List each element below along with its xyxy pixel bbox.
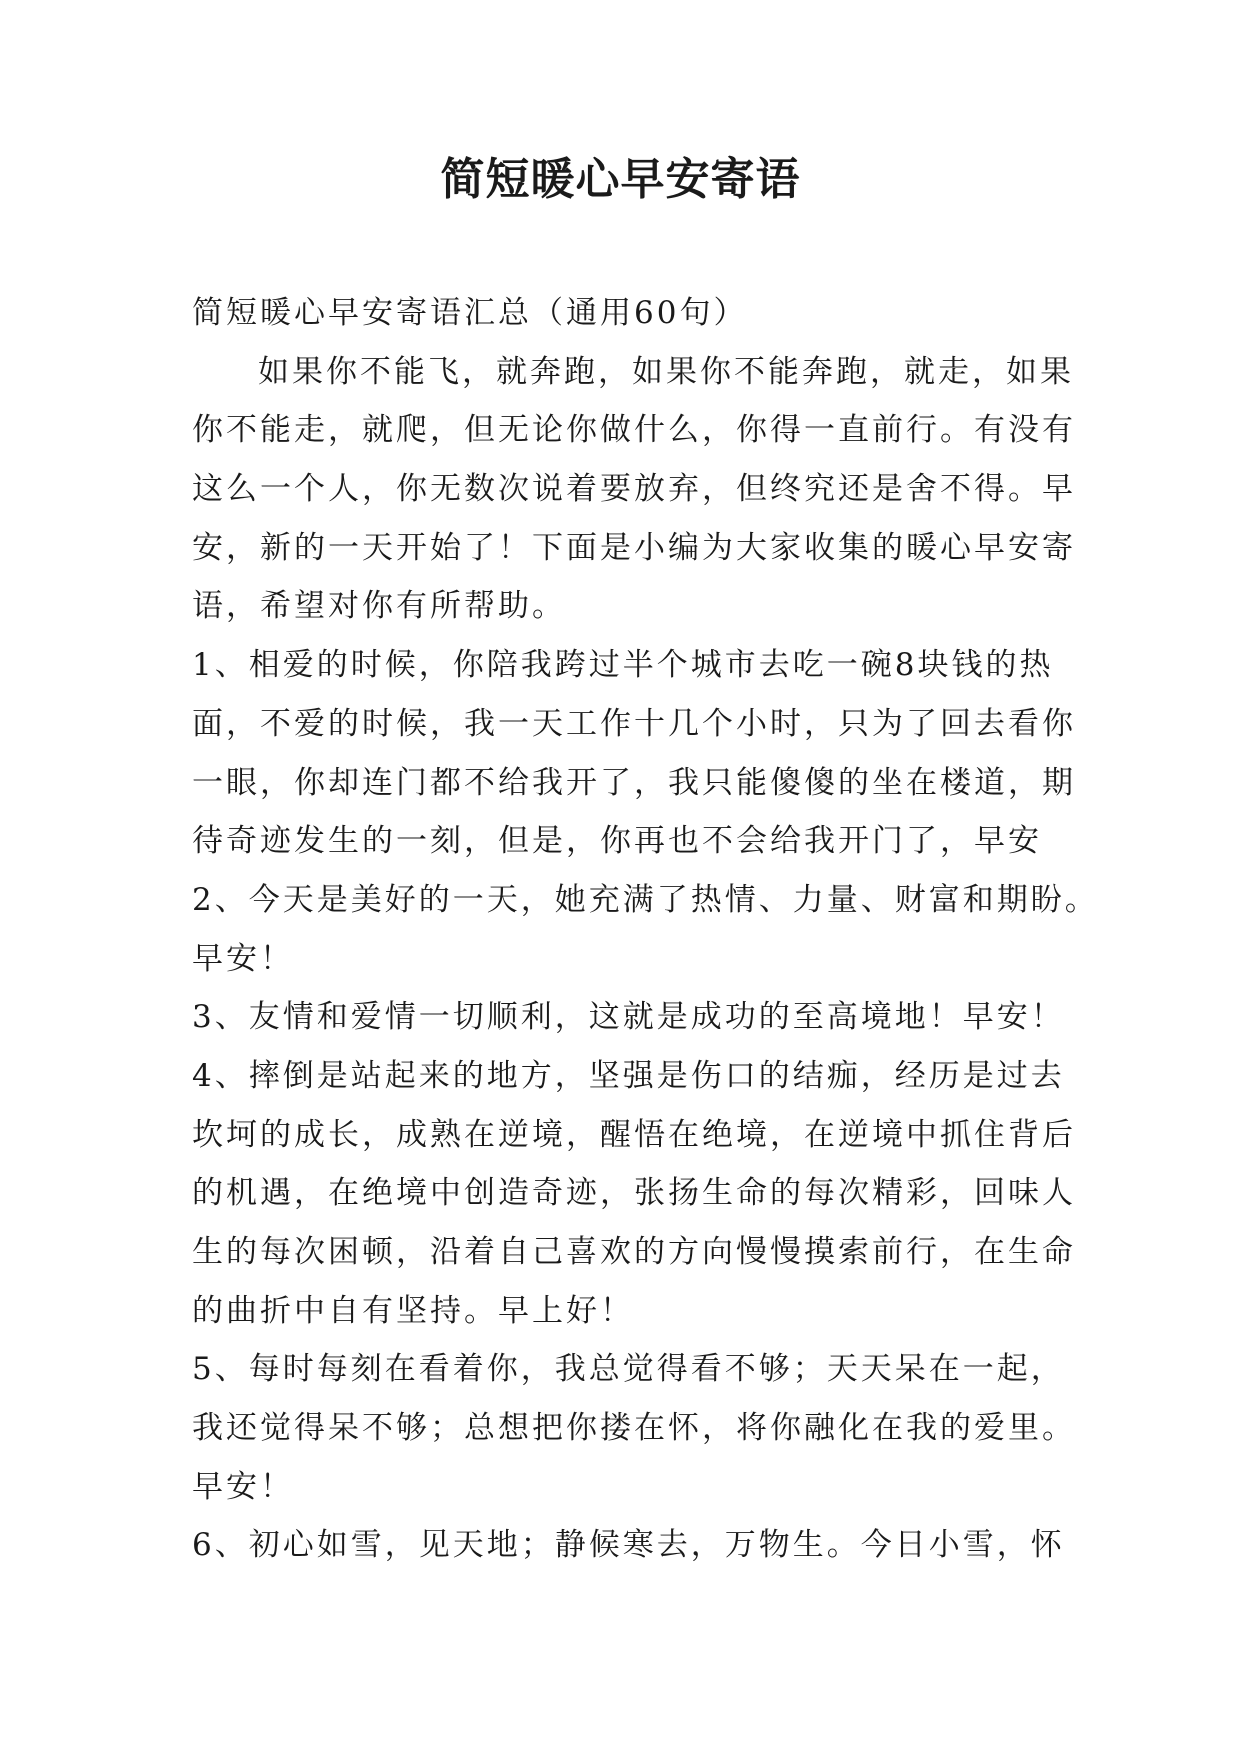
- item-2-line: 早安！: [192, 940, 294, 977]
- item-2-line: 2、今天是美好的一天，她充满了热情、力量、财富和期盼。: [192, 881, 1099, 918]
- item-6-line: 6、初心如雪，见天地；静候寒去，万物生。今日小雪，怀: [192, 1527, 1065, 1564]
- item-1-line: 面，不爱的时候，我一天工作十几个小时，只为了回去看你: [192, 705, 1076, 742]
- intro-line: 安，新的一天开始了！下面是小编为大家收集的暖心早安寄: [192, 529, 1076, 566]
- item-1-line: 待奇迹发生的一刻，但是，你再也不会给我开门了，早安: [192, 823, 1042, 860]
- item-4-line: 坎坷的成长，成熟在逆境，醒悟在绝境，在逆境中抓住背后: [192, 1116, 1076, 1153]
- intro-line: 你不能走，就爬，但无论你做什么，你得一直前行。有没有: [192, 412, 1076, 449]
- item-3-line: 3、友情和爱情一切顺利，这就是成功的至高境地！早安！: [192, 999, 1065, 1036]
- item-4-line: 4、摔倒是站起来的地方，坚强是伤口的结痂，经历是过去: [192, 1057, 1065, 1094]
- intro-line: 如果你不能飞，就奔跑，如果你不能奔跑，就走，如果: [258, 353, 1074, 390]
- intro-line: 这么一个人，你无数次说着要放弃，但终究还是舍不得。早: [192, 471, 1076, 508]
- intro-line: 语，希望对你有所帮助。: [192, 588, 566, 625]
- item-4-line: 生的每次困顿，沿着自己喜欢的方向慢慢摸索前行，在生命: [192, 1234, 1076, 1270]
- item-5-line: 5、每时每刻在看着你，我总觉得看不够；天天呆在一起，: [192, 1351, 1065, 1388]
- item-1-line: 1、相爱的时候，你陪我跨过半个城市去吃一碗8块钱的热: [192, 647, 1054, 684]
- document-title: 简短暖心早安寄语: [440, 154, 801, 205]
- item-1-line: 一眼，你却连门都不给我开了，我只能傻傻的坐在楼道，期: [192, 764, 1076, 801]
- item-4-line: 的机遇，在绝境中创造奇迹，张扬生命的每次精彩，回味人: [192, 1175, 1076, 1212]
- item-5-line: 早安！: [192, 1468, 294, 1505]
- item-5-line: 我还觉得呆不够；总想把你搂在怀，将你融化在我的爱里。: [192, 1410, 1076, 1447]
- item-4-line: 的曲折中自有坚持。早上好！: [192, 1292, 634, 1329]
- subtitle-line: 简短暖心早安寄语汇总（通用60句）: [192, 295, 748, 331]
- document-body: [192, 284, 1099, 1575]
